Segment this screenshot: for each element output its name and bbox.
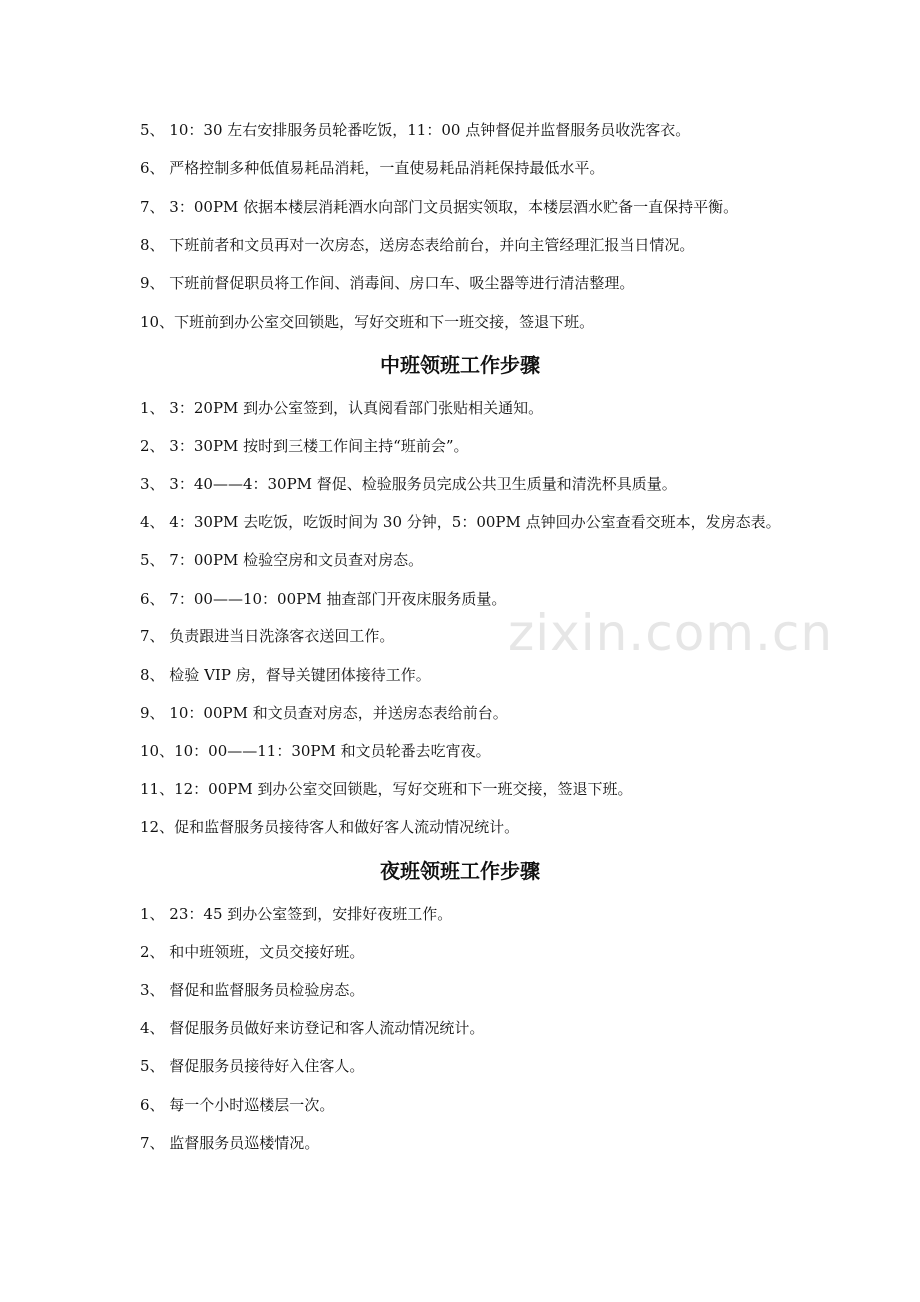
- list-item: 8、 下班前者和文员再对一次房态，送房态表给前台，并向主管经理汇报当日情况。: [140, 236, 695, 254]
- section-heading-middle-shift: 中班领班工作步骤: [380, 353, 540, 377]
- list-item: 6、 严格控制多种低值易耗品消耗，一直使易耗品消耗保持最低水平。: [140, 159, 605, 177]
- list-item: 6、 7：00——10：00PM 抽查部门开夜床服务质量。: [140, 590, 507, 608]
- list-item: 1、 3：20PM 到办公室签到，认真阅看部门张贴相关通知。: [140, 399, 544, 417]
- list-item: 10、下班前到办公室交回锁匙，写好交班和下一班交接，签退下班。: [140, 313, 595, 331]
- list-item: 1、 23：45 到办公室签到，安排好夜班工作。: [140, 905, 453, 923]
- list-item: 3、 督促和监督服务员检验房态。: [140, 981, 365, 999]
- list-item: 8、 检验 VIP 房，督导关键团体接待工作。: [140, 666, 431, 684]
- list-item: 2、 3：30PM 按时到三楼工作间主持“班前会”。: [140, 437, 469, 455]
- list-item: 12、促和监督服务员接待客人和做好客人流动情况统计。: [140, 818, 520, 836]
- list-item: 7、 负责跟进当日洗涤客衣送回工作。: [140, 627, 395, 645]
- list-item: 7、 监督服务员巡楼情况。: [140, 1134, 320, 1152]
- section-heading-night-shift: 夜班领班工作步骤: [380, 859, 540, 883]
- list-item: 3、 3：40——4：30PM 督促、检验服务员完成公共卫生质量和清洗杯具质量。: [140, 475, 677, 493]
- list-item: 5、 督促服务员接待好入住客人。: [140, 1057, 365, 1075]
- watermark: zixin.com.cn: [508, 604, 834, 662]
- list-item: 5、 7：00PM 检验空房和文员查对房态。: [140, 551, 424, 569]
- list-item: 9、 10：00PM 和文员查对房态，并送房态表给前台。: [140, 704, 508, 722]
- list-item: 6、 每一个小时巡楼层一次。: [140, 1096, 335, 1114]
- list-item: 9、 下班前督促职员将工作间、消毒间、房口车、吸尘器等进行清洁整理。: [140, 274, 635, 292]
- list-item: 4、 督促服务员做好来访登记和客人流动情况统计。: [140, 1019, 485, 1037]
- list-item: 5、 10：30 左右安排服务员轮番吃饭，11：00 点钟督促并监督服务员收洗客衣。: [140, 121, 691, 139]
- list-item: 11、12：00PM 到办公室交回锁匙，写好交班和下一班交接，签退下班。: [140, 780, 633, 798]
- list-item: 10、10：00——11：30PM 和文员轮番去吃宵夜。: [140, 742, 491, 760]
- list-item: 7、 3：00PM 依据本楼层消耗酒水向部门文员据实领取，本楼层酒水贮备一直保持平衡。: [140, 198, 739, 216]
- list-item: 2、 和中班领班，文员交接好班。: [140, 943, 365, 961]
- list-item: 4、 4：30PM 去吃饭，吃饭时间为 30 分钟，5：00PM 点钟回办公室查看交班本，发房态表。: [140, 513, 781, 531]
